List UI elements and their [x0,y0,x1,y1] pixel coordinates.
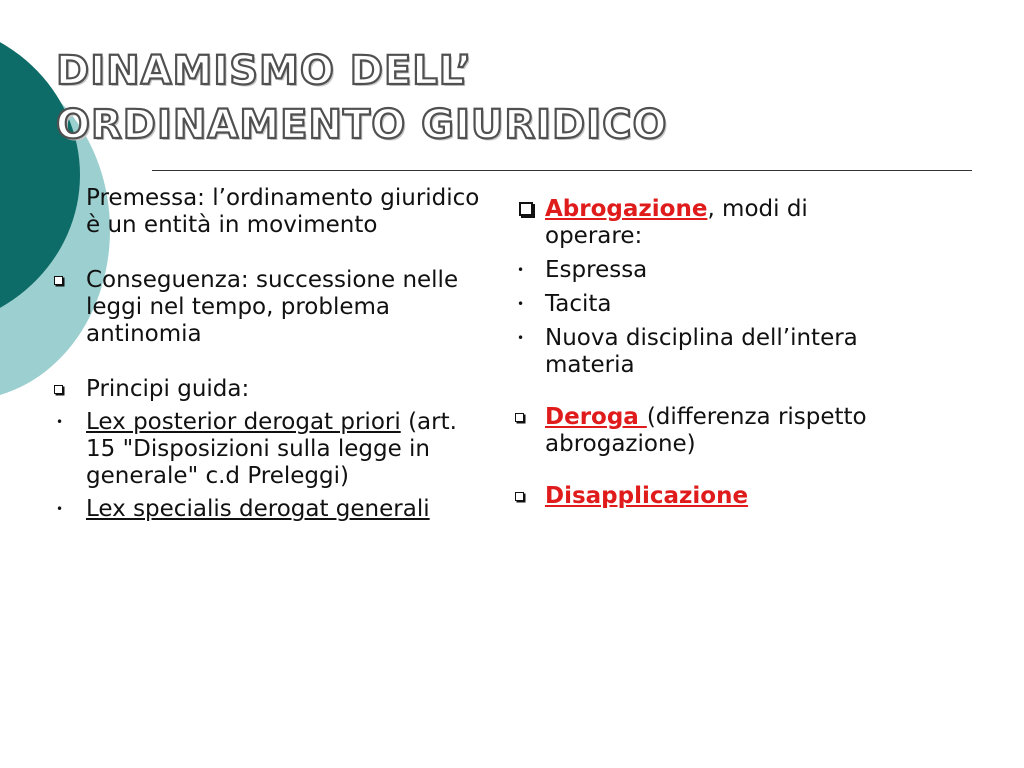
list-item-abrogazione [513,196,903,250]
square-bullet-icon [515,492,524,501]
dot-bullet-icon: • [517,297,525,311]
abrogazione-link[interactable]: Abrogazione [545,196,708,222]
dot-bullet-icon: • [517,263,525,277]
list-item-conseguenza [52,267,482,348]
nuova-disciplina-text: Nuova disciplina dell’intera materia [545,325,858,378]
dot-bullet-icon: • [56,415,64,429]
list-item-lex-posterior [52,409,482,490]
square-bullet-icon [515,413,524,422]
square-bullet-icon [519,202,533,216]
dot-bullet-icon: • [56,502,64,516]
list-item-principi [52,376,482,403]
premessa-text: Premessa: l’ordinamento giuridico è un entità in movimento [86,185,480,238]
list-item-premessa [52,185,482,239]
list-item-deroga [513,404,903,458]
espressa-text: Espressa [545,257,648,283]
right-bullet-list [513,196,903,510]
lex-posterior-link[interactable]: Lex posterior derogat priori [86,409,401,435]
dot-bullet-icon: • [517,331,525,345]
deroga-text: (differenza rispetto abrogazione) [545,404,867,457]
left-bullet-list [52,185,482,523]
slide-title [56,44,667,152]
list-item-disapplicazione [513,483,903,510]
square-bullet-icon [54,385,63,394]
slide-title-line-2: ORDINAMENTO GIURIDICO [56,102,668,148]
slide-title-line-1: DINAMISMO DELL’ [56,48,473,94]
lex-posterior-text: (art. 15 "Disposizioni sulla legge in generale" c.d Preleggi) [86,409,457,489]
title-divider [152,170,972,171]
list-item-lex-specialis [52,496,482,523]
tacita-text: Tacita [545,291,612,317]
list-item-espressa [513,257,903,284]
list-item-tacita [513,291,903,318]
abrogazione-text: , modi di operare: [545,196,808,249]
disapplicazione-link[interactable]: Disapplicazione [545,483,749,509]
deroga-link[interactable]: Deroga [545,404,647,430]
conseguenza-text: Conseguenza: successione nelle leggi nel tempo, problema antinomia [86,267,459,347]
lex-specialis-link[interactable]: Lex specialis derogat generali [86,496,430,522]
principi-text: Principi guida: [86,376,250,402]
square-bullet-icon [54,276,63,285]
list-item-nuova-disciplina [513,325,903,379]
